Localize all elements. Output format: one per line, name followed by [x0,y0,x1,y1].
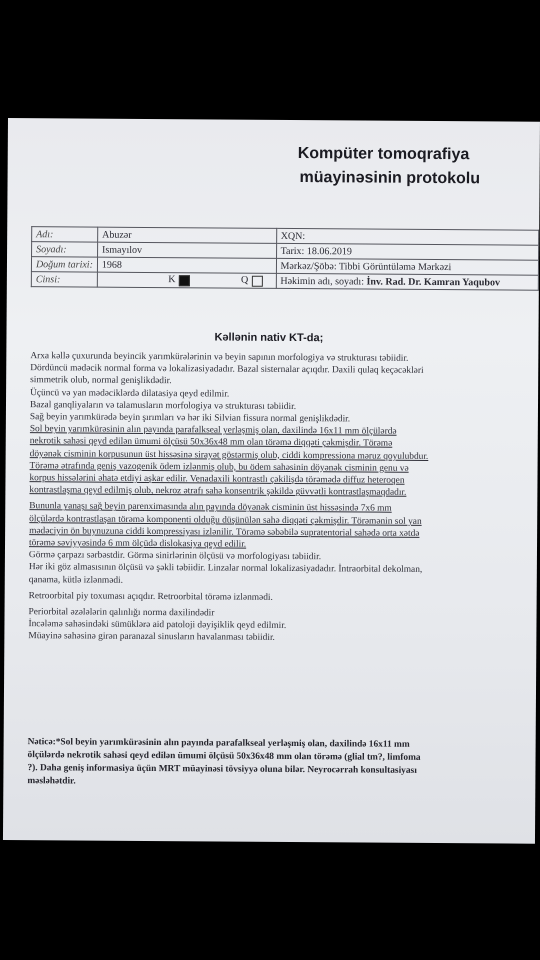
gender-q-checkbox [252,275,263,286]
name-label: Adı: [32,227,98,242]
title-line-2: müayinəsinin protokolu [299,169,481,188]
doctor-label: Həkimin adı, soyadı: [280,275,365,287]
body-line: Sağ beyin yarımkürədə beyin şırımları və hər iki Silvian fissura normal genişlikdədir. [29,412,351,425]
body-line: Hər iki göz almasısının ölçüsü və şəkli təbiidir. Linzalar normal lokalizasiyadadır. İntraorbital dekolman, [28,562,423,576]
body-line: Üçüncü və yan mədəciklərdə dilatasiya qeyd edilmir. [30,387,230,400]
gender-label: Cinsi: [31,272,97,287]
date-value: 18.06.2019 [306,245,352,257]
document-sheet [3,118,540,844]
body-line: İncələmə sahəsindəki sümüklərə aid patoloji dəyişiklik qeyd edilmir. [28,619,287,632]
title-line-1: Kompüter tomoqrafiya [297,145,470,164]
gender-value [97,272,276,288]
doctor-cell [276,273,539,290]
conclusion [27,736,535,792]
conclusion-line: ?). Daha geniş informasiya üçün MRT müayinəsi tövsiyyə oluna bilər. Neyrocərrah konsultasiyası [27,763,417,776]
conclusion-line: Nəticə:*Sol beyin yarımkürəsinin alın payında parafalkseal yerləşmiş olan, daxilində 16x11 mm [27,737,410,750]
body-line: Görmə çarpazı sərbəstdir. Görmə sinirlərinin ölçüsü və morfologiyası təbiidir. [28,550,322,563]
conclusion-line: məsləhətdir. [27,776,76,787]
body-line: döyənək cisminin korpusunun üst hissəsinə sirayət göstərmiş olub, ciddi kompressiona məruz qoyulubdur. [29,448,429,462]
center-label: Mərkəz/Şöbə: [280,260,337,272]
birth-label: Doğum tarixi: [31,257,97,272]
body-line: kontrastlaşma qeyd edilmiş olub, nekroz ətrafı sahə konsentrik şəkildə güvvətli kontrastlaşmaqdadır. [29,485,407,499]
body-line: törəmə səviyyəsində 6 mm ölçüdə dislokasiya qeyd edilir. [28,538,247,550]
name-value: Abuzər [98,227,277,243]
body-line: Dördüncü mədəcik normal forma və lokalizasiyadadır. Bazal sisternalar açıqdır. Daxili qulaq keçəcəkləri [30,363,424,377]
body-line: qanama, kütlə izlənmədi. [28,574,124,586]
body-line: Müayinə sahəsinə girən paranazal sinusların havalanması təbiidir. [28,631,275,644]
body-line: Bununla yanaşı sağ beyin parenximasında alın payında döyənək cisminin üst hissəsində 7x6 mm [29,501,392,515]
body-line: mədəciyin ön buynuzuna ciddi kompressiyası izlənilir. Törəmə səbəbilə supratentorial sahədə orta xətdə [29,526,420,539]
surname-label: Soyadı: [32,242,98,257]
xqn-label: XQN: [276,228,539,245]
conclusion-line: ölçülərdə nekrotik sahəsi qeyd edilən ümumi ölçüsü 50x36x48 mm olan törəmə (glial tm?, limfoma [27,750,421,763]
body-line: simmetrik olub, normal genişlikdədir. [30,375,172,387]
body-line: Retroorbital piy toxuması açıqdır. Retroorbital törəmə izlənmədi. [28,591,273,603]
gender-k-checkbox [179,275,190,286]
body-line: Sol beyin yarımkürəsinin alın payında parafalkseal yerləşmiş olan, daxilində 16x11 mm ölçülərdə [29,424,397,437]
body-line: Periorbital əzələlərin qalınlığı norma daxilindədir [28,607,215,619]
center-value: Tibbi Görüntüləmə Mərkəzi [338,260,452,273]
gender-k-label: K [168,274,176,286]
table-row [31,272,538,291]
body-line: Bazal ganqliyaların və talamusların morfologiya və strukturası təbiidir. [29,399,297,412]
gender-q-label: Q [241,275,249,287]
doctor-value: İnv. Rad. Dr. Kamran Yaqubov [366,276,501,288]
report-body [28,350,538,646]
section-title: Kəllənin nativ KT-da; [214,331,324,345]
body-line: nekrotik sahəsi qeyd edilən ümumi ölçüsü 50x36x48 mm olan törəmə diqqəti çəkmişdir. Törəmə [29,436,393,450]
body-line: Törəmə ətrafında geniş vazogenik ödem izlənmiş olub, bu ödem sahəsinin döyənək cisminin genu və [29,460,409,474]
birth-value: 1968 [97,257,276,273]
surname-value: Ismayılov [97,242,276,258]
patient-info-table [31,226,539,291]
document-title [298,142,538,192]
date-label: Tarix: [280,245,305,257]
body-line: Arxa kəllə çuxurunda beyincik yarımkürələrinin və beyin sapının morfologiya və strukturası təbiidir. [30,351,409,364]
body-line: korpus hissələrini əhatə etdiyi aşkar edilir. Venadaxili kontrastlı çəkilişdə törəmədə diffuz heteroqen [29,473,405,486]
body-line: ölçülərdə kontrastlaşan törəmə komponenti olduğu düşünülən sahə diqqəti çəkmişdir. Törəmənin sol yan [29,513,422,527]
